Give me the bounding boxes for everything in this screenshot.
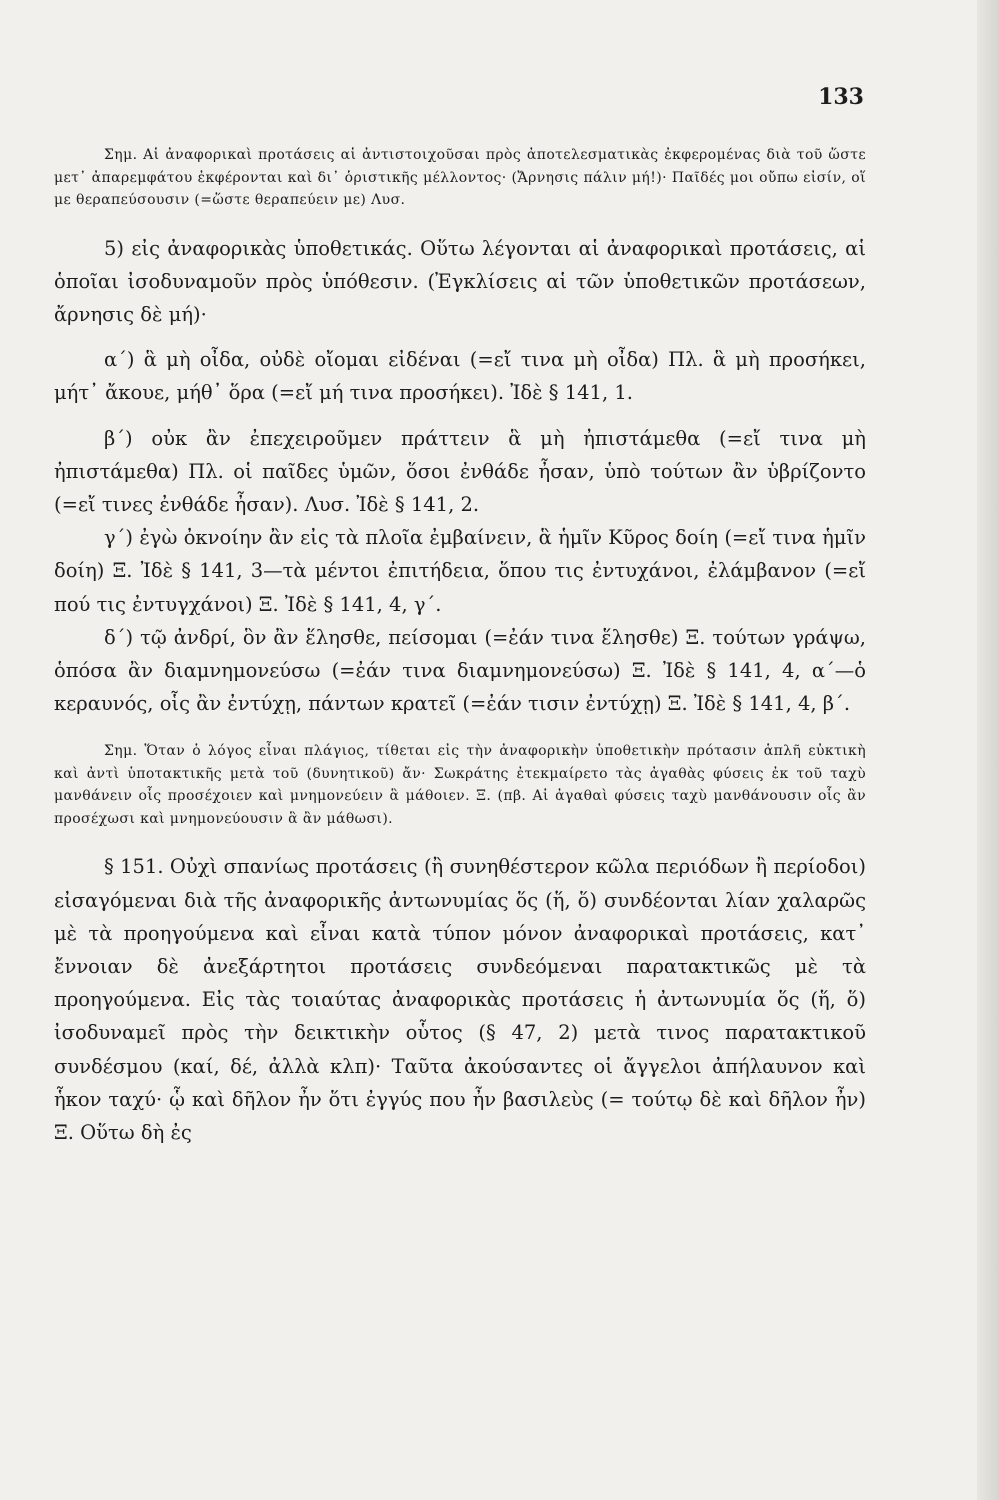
paragraph-beta: β΄) οὐκ ἂν ἐπεχειροῦμεν πράττειν ἃ μὴ ἠπιστάμεθα (=εἴ τινα μὴ ἠπιστάμεθα) Πλ. οἱ παῖδες ὑμῶν, ὅσοι ἐνθάδε ἦσαν, ὑπὸ τούτων ἂν ὑβρίζοντο (=εἴ τινες ἐνθάδε ἦσαν). Λυσ. Ἰδὲ § 141, 2. <box>54 426 866 516</box>
paragraph-delta: δ΄) τῷ ἀνδρί, ὃν ἂν ἕλησθε, πείσομαι (=ἐάν τινα ἕλησθε) Ξ. τούτων γράψω, ὁπόσα ἂν διαμνημονεύσω (=ἐάν τινα διαμνημονεύσω) Ξ. Ἰδὲ § 141, 4, α΄—ὁ κεραυνός, οἷς ἂν ἐντύχῃ, πάντων κρατεῖ (=ἐάν τισιν ἐντύχῃ) Ξ. Ἰδὲ § 141, 4, β΄. <box>54 625 866 716</box>
page-number: 133 <box>818 84 864 110</box>
paragraph-gamma: γ΄) ἐγὼ ὀκνοίην ἂν εἰς τὰ πλοῖα ἐμβαίνειν, ἃ ἡμῖν Κῦρος δοίη (=εἴ τινα ἡμῖν δοίη) Ξ. Ἰδὲ § 141, 3—τὰ μέντοι ἐπιτήδεια, ὅπου τις ἐντυχάνοι, ἐλάμβανον (=εἴ πού τις ἐντυγχάνοι) Ξ. Ἰδὲ § 141, 4, γ΄. <box>54 526 866 616</box>
note-paragraph-1: Σημ. Αἱ ἀναφορικαὶ προτάσεις αἱ ἀντιστοιχοῦσαι πρὸς ἀποτελεσματικὰς ἐκφερομένας διὰ τοῦ ὥστε μετ᾽ ἀπαρεμφάτου ἐκφέρονται καὶ δι᾽ ὁριστικῆς μέλλοντος· (Ἄρνησις πάλιν μή!)· Παῖδές μοι οὔπω εἰσίν, οἵ με θεραπεύσουσιν (=ὥστε θεραπεύειν με) Λυσ. <box>54 147 866 208</box>
section-151-paragraph: § 151. Οὐχὶ σπανίως προτάσεις (ἢ συνηθέστερον κῶλα περιόδων ἢ περίοδοι) εἰσαγόμεναι διὰ τῆς ἀναφορικῆς ἀντωνυμίας ὅς (ἥ, ὅ) συνδέονται λίαν χαλαρῶς μὲ τὰ προηγούμενα καὶ εἶναι κατὰ τύπον μόνον ἀναφορικαὶ προτάσεις, κατ᾽ ἔννοιαν δὲ ἀνεξάρτητοι προτάσεις συνδεόμεναι παρατακτικῶς μὲ τὰ προηγούμενα. Εἰς τὰς τοιαύτας ἀναφορικὰς προτάσεις ἡ ἀντωνυμία ὅς (ἥ, ὅ) ἰσοδυναμεῖ πρὸς τὴν δεικτικὴν οὗτος (§ 47, 2) μετὰ τινος παρατακτικοῦ συνδέσμου (καί, δέ, ἀλλὰ κλπ)· Ταῦτα ἀκούσαντες οἱ ἄγγελοι ἀπήλαυνον καὶ ἧκον ταχύ· ᾧ καὶ δῆλον ἦν ὅτι ἐγγύς που ἦν βασιλεὺς (= τούτῳ δὲ καὶ δῆλον ἦν) Ξ. Οὕτω δὴ ἐς <box>54 855 866 1144</box>
note-paragraph-2: Σημ. Ὅταν ὁ λόγος εἶναι πλάγιος, τίθεται εἰς τὴν ἀναφορικὴν ὑποθετικὴν πρότασιν ἁπλῆ εὐκτικὴ καὶ ἀντὶ ὑποτακτικῆς μετὰ τοῦ (δυνητικοῦ) ἄν· Σωκράτης ἐτεκμαίρετο τὰς ἀγαθὰς φύσεις ἐκ τοῦ ταχὺ μανθάνειν οἷς προσέχοιεν καὶ μνημονεύειν ἃ μάθοιεν. Ξ. (πβ. Αἱ ἀγαθαὶ φύσεις ταχὺ μανθάνουσιν οἷς ἂν προσέχωσι καὶ μνημονεύουσιν ἃ ἂν μάθωσι). <box>54 743 866 827</box>
paragraph-alpha: α΄) ἃ μὴ οἶδα, οὐδὲ οἴομαι εἰδέναι (=εἴ τινα μὴ οἶδα) Πλ. ἃ μὴ προσήκει, μήτ᾽ ἄκουε, μήθ᾽ ὅρα (=εἴ μή τινα προσήκει). Ἰδὲ § 141, 1. <box>54 348 866 405</box>
book-page <box>54 60 866 1149</box>
paragraph-5-relative-conditional: 5) εἰς ἀναφορικὰς ὑποθετικάς. Οὕτω λέγονται αἱ ἀναφορικαὶ προτάσεις, αἱ ὁποῖαι ἰσοδυναμοῦν πρὸς ὑπόθεσιν. (Ἐγκλίσεις αἱ τῶν ὑποθετικῶν προτάσεων, ἄρνησις δὲ μή)· <box>54 236 866 326</box>
main-text <box>54 232 866 721</box>
page-edge-shadow <box>977 0 999 1500</box>
